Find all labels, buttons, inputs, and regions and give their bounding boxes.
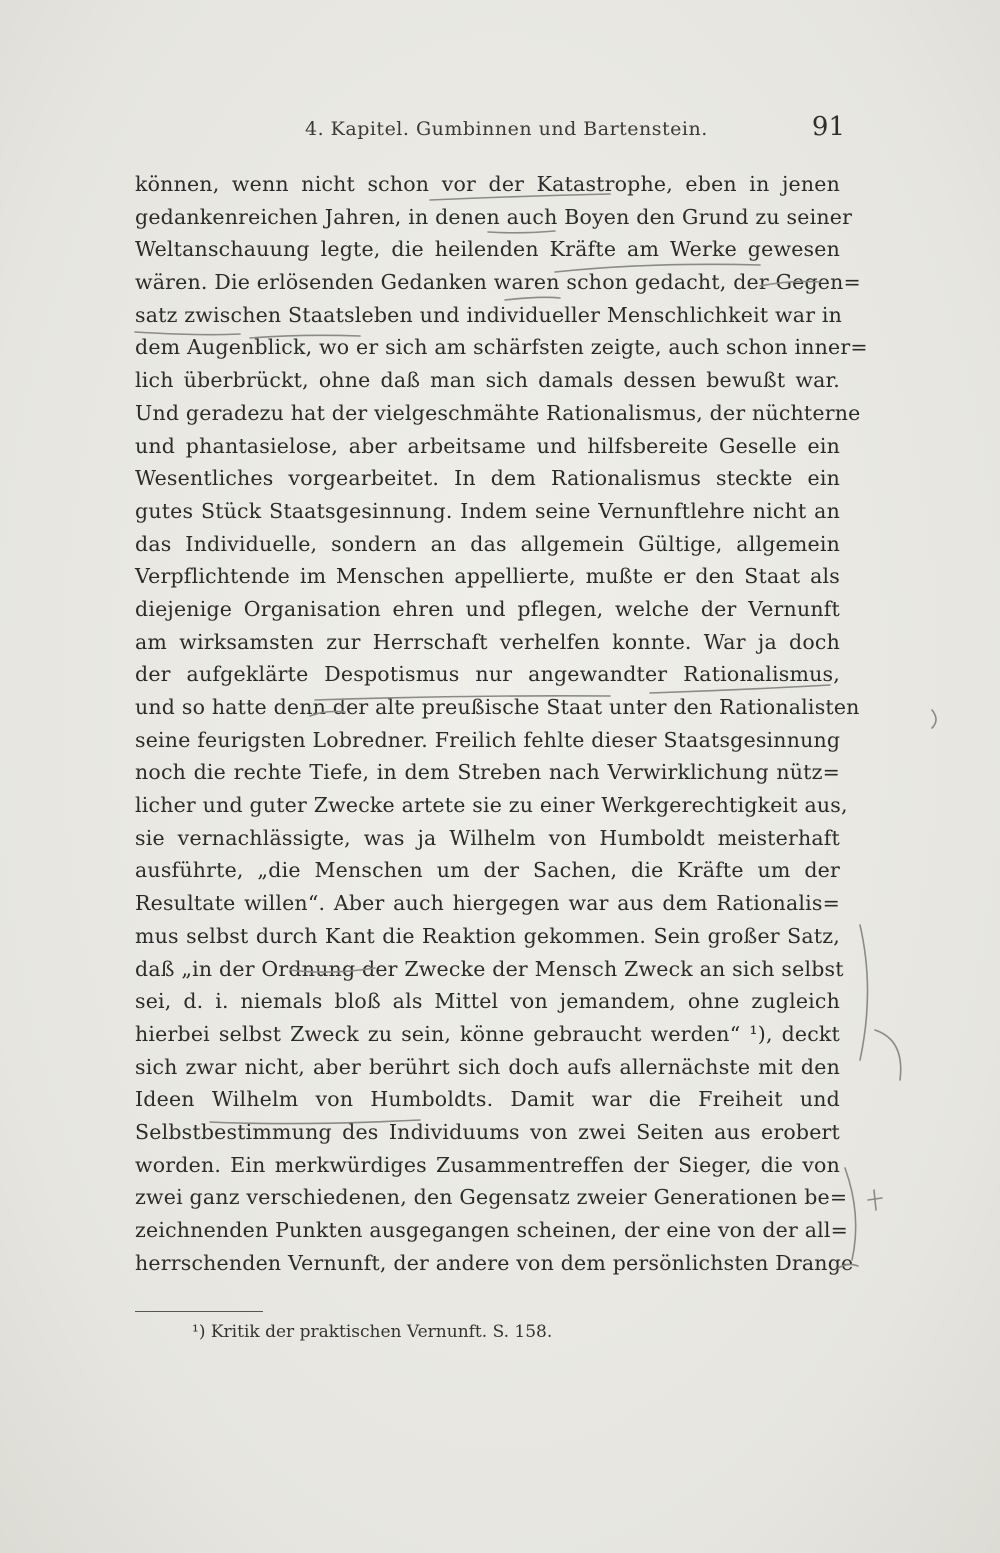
text-line: lich überbrückt, ohne daß man sich damals dessen bewußt war. [135,368,840,393]
text-line: wären. Die erlösenden Gedanken waren schon gedacht, der Gegen= [135,270,861,295]
text-line: dem Augenblick, wo er sich am schärfsten zeigte, auch schon inner= [135,335,868,360]
text-line: Resultate willen“. Aber auch hiergegen war aus dem Rationalis= [135,891,840,916]
text-line: satz zwischen Staatsleben und individueller Menschlichkeit war in [135,302,843,327]
text-line: licher und guter Zwecke artete sie zu einer Werkgerechtigkeit aus, [135,793,848,818]
text-line: zeichnenden Punkten ausgegangen scheinen, der eine von der all= [135,1218,849,1242]
text-line: worden. Ein merkwürdiges Zusammentreffen der Sieger, die von [135,1152,840,1177]
underline-mark [932,710,936,728]
underline-mark [845,1168,856,1260]
footnote [192,1322,552,1342]
footnote-text: Kritik der praktischen Vernunft. S. 158. [210,1322,553,1342]
text-line: sei, d. i. niemals bloß als Mittel von jemandem, ohne zugleich [135,989,840,1014]
text-line: ausführte, „die Menschen um der Sachen, die Kräfte um der [135,858,840,883]
text-line: sie vernachlässigte, was ja Wilhelm von Humboldt meisterhaft [135,825,840,850]
text-line: diejenige Organisation ehren und pflegen, welche der Vernunft [135,596,840,621]
text-line: hierbei selbst Zweck zu sein, könne gebraucht werden“ ¹), deckt [135,1021,840,1046]
text-line: mus selbst durch Kant die Reaktion gekommen. Sein großer Satz, [135,923,840,948]
underline-mark [874,1190,876,1210]
page-header [135,112,845,152]
text-line: zwei ganz verschiedenen, den Gegensatz zweier Generationen be= [135,1185,848,1210]
text-line: sich zwar nicht, aber berührt sich doch aufs allernächste mit den [135,1054,840,1079]
text-line: Selbstbestimmung des Individuums von zwei Seiten aus erobert [135,1119,840,1144]
text-line: Und geradezu hat der vielgeschmähte Rationalismus, der nüchterne [135,400,861,425]
text-line: Verpflichtende im Menschen appellierte, mußte er den Staat als [135,564,840,589]
text-line: seine feurigsten Lobredner. Freilich fehlte dieser Staatsgesinnung [135,727,841,752]
text-line: gedankenreichen Jahren, in denen auch Boyen den Grund zu seiner [135,204,853,229]
running-head: 4. Kapitel. Gumbinnen und Bartenstein. [305,118,708,140]
text-line: gutes Stück Staatsgesinnung. Indem seine Vernunftlehre nicht an [135,498,840,523]
text-line: und phantasielose, aber arbeitsame und hilfsbereite Geselle ein [135,433,840,458]
footnote-rule [135,1311,263,1312]
text-line: Wesentliches vorgearbeitet. In dem Rationalismus steckte ein [135,466,840,491]
underline-mark [868,1198,882,1200]
text-line: können, wenn nicht schon vor der Katastrophe, eben in jenen [135,172,840,196]
text-line: daß „in der Ordnung der Zwecke der Mensch Zweck an sich selbst [135,956,844,981]
footnote-marker: ¹) [192,1322,206,1342]
body-text [135,168,868,1279]
text-line: das Individuelle, sondern an das allgemein Gültige, allgemein [135,531,840,556]
underline-mark [860,925,868,1060]
text-line: Weltanschauung legte, die heilenden Kräfte am Werke gewesen [135,237,840,262]
underline-mark [875,1030,901,1080]
text-line: herrschenden Vernunft, der andere von dem persönlichsten Drange [135,1250,854,1275]
text-line: Ideen Wilhelm von Humboldts. Damit war die Freiheit und [135,1087,840,1112]
text-line: der aufgeklärte Despotismus nur angewandter Rationalismus, [135,662,840,687]
page-number: 91 [811,112,845,142]
text-line: am wirksamsten zur Herrschaft verhelfen konnte. War ja doch [135,629,840,654]
text-line: noch die rechte Tiefe, in dem Streben nach Verwirklichung nütz= [135,760,840,785]
text-line: und so hatte denn der alte preußische Staat unter den Rationalisten [135,695,860,719]
